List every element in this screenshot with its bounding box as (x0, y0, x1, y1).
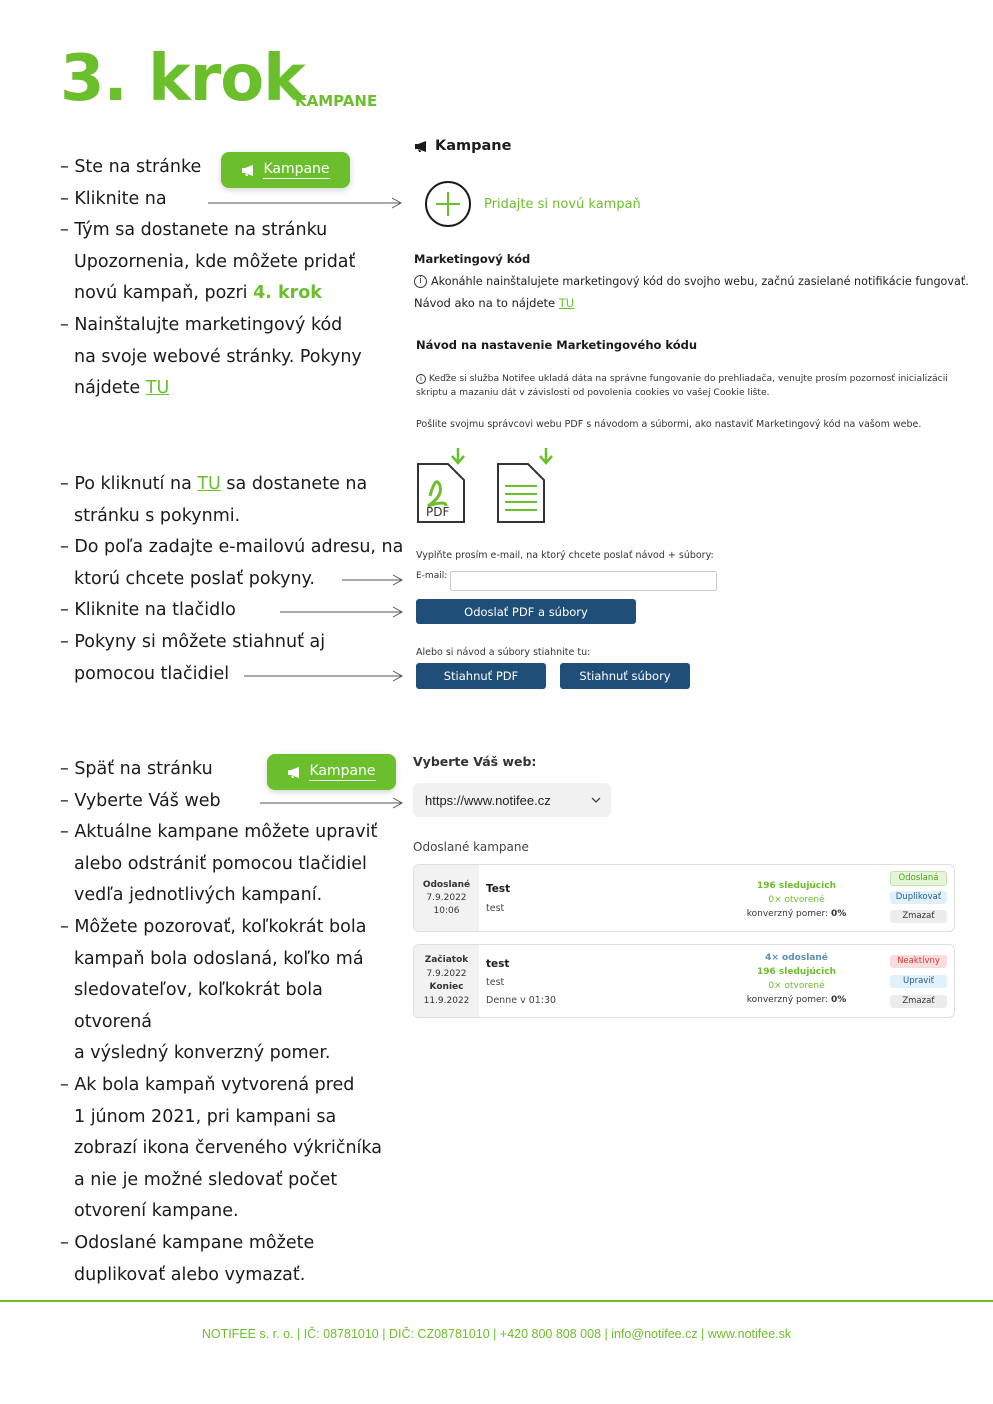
document-file-icon[interactable] (496, 446, 558, 526)
edit-button[interactable]: Upraviť (890, 975, 947, 988)
select-web-label: Vyberte Váš web: (413, 754, 537, 769)
campaign-card (413, 944, 955, 1018)
pdf-file-icon[interactable] (416, 446, 478, 526)
conversion-label: konverzný pomer: (746, 909, 831, 919)
info-icon: i (416, 374, 426, 384)
s2-line1-text: – Po kliknutí na (60, 474, 198, 494)
email-prompt: Vyplňte prosím e-mail, na ktorý chcete poslať návod + súbory: (416, 550, 714, 561)
web-select[interactable] (413, 783, 611, 817)
duplicate-button[interactable]: Duplikovať (890, 891, 947, 904)
campaign-name: Test (486, 883, 511, 895)
campaigns-screenshot (414, 138, 984, 318)
info-icon: i (414, 275, 427, 288)
s3-line3: – Aktuálne kampane môžete upraviť (60, 822, 378, 843)
followers-count: 196 sledujúcich (757, 881, 836, 891)
plus-circle-icon (424, 180, 472, 228)
delete-button[interactable]: Zmazať (890, 910, 947, 923)
marketing-code-info-text: Akonáhle nainštalujete marketingový kód do svojho webu, začnú zasielané notifikácie fungovať. (431, 275, 969, 288)
instructions-info (416, 372, 986, 400)
kampane-button-label: Kampane (263, 161, 330, 177)
arrow-icon (260, 796, 404, 810)
s1-line3: – Tým sa dostanete na stránku (60, 220, 328, 241)
start-date: 7.9.2022 (426, 968, 467, 979)
arrow-icon (342, 573, 404, 587)
add-campaign-button[interactable] (424, 180, 641, 228)
page-title: 3. krok (60, 42, 305, 116)
conversion-rate (734, 907, 859, 921)
s1-line5 (60, 278, 400, 310)
kampane-button[interactable] (221, 152, 350, 188)
conversion-value: 0% (830, 995, 847, 1005)
s2-line4: ktorú chcete poslať pokyny. (74, 568, 315, 589)
s2-line5: – Kliknite na tlačidlo (60, 600, 236, 621)
info-line2: skriptu a mazaniu dát v závislosti od povolenia cookies vo vašej Cookie lište. (416, 387, 770, 398)
add-campaign-label: Pridajte si novú kampaň (484, 196, 641, 212)
start-label: Začiatok (424, 955, 469, 965)
s1-line8 (60, 373, 400, 405)
s1-line6: – Nainštalujte marketingový kód (60, 314, 343, 335)
end-label: Koniec (429, 982, 464, 992)
instructions-screenshot (416, 338, 986, 698)
conversion-rate (734, 993, 859, 1007)
s1-line5-text: novú kampaň, pozri (74, 283, 254, 304)
campaign-stats (734, 879, 859, 921)
s3-line2: – Vyberte Váš web (60, 790, 221, 811)
s3-line11: 1 júnom 2021, pri kampani sa (74, 1106, 337, 1127)
s1-line2: – Kliknite na (60, 188, 167, 209)
instructions-title: Návod na nastavenie Marketingového kódu (416, 338, 698, 352)
kampane-button-label: Kampane (309, 763, 376, 779)
sent-label: Odoslané (422, 880, 471, 890)
arrow-icon (208, 196, 403, 210)
campaign-schedule: Denne v 01:30 (486, 995, 557, 1006)
footer-text: NOTIFEE s. r. o. | IČ: 08781010 | DIČ: CZ08781010 | +420 800 808 008 | info@notifee.cz | www.notifee.sk (201, 1327, 792, 1341)
conversion-label: konverzný pomer: (746, 995, 831, 1005)
opened-count: 0× otvorené (768, 981, 825, 991)
s2-line1 (60, 469, 405, 501)
s2-line6: – Pokyny si môžete stiahnuť aj (60, 631, 326, 652)
send-pdf-button[interactable]: Odoslať PDF a súbory (416, 599, 636, 624)
campaigns-heading-label: Kampane (435, 138, 512, 154)
sent-count: 4× odoslané (765, 953, 828, 963)
status-badge: Neaktívny (890, 955, 947, 968)
s3-line9: a výsledný konverzný pomer. (74, 1043, 331, 1064)
s2-line3: – Do poľa zadajte e-mailovú adresu, na (60, 537, 404, 558)
sent-campaigns-screenshot (413, 752, 958, 1032)
megaphone-icon (414, 140, 430, 153)
sent-campaigns-heading: Odoslané kampane (413, 840, 529, 854)
campaign-date-panel (414, 865, 479, 931)
s3-line10: – Ak bola kampaň vytvorená pred (60, 1074, 355, 1095)
campaign-stats (734, 951, 859, 1007)
campaign-card (413, 864, 955, 932)
sent-date: 7.9.2022 (426, 893, 467, 903)
campaign-desc: test (486, 977, 505, 988)
section1-steps (60, 152, 400, 405)
footer-divider (0, 1300, 993, 1302)
s2-line2: stránku s pokynmi. (74, 505, 241, 526)
pdf-label: PDF (426, 505, 450, 519)
s3-line16: duplikovať alebo vymazať. (74, 1264, 306, 1285)
chevron-down-icon (591, 797, 601, 803)
s3-line7: kampaň bola odoslaná, koľko má (74, 948, 364, 969)
campaign-desc: test (486, 903, 505, 914)
end-date: 11.9.2022 (423, 995, 470, 1006)
s3-line6: – Môžete pozorovať, koľkokrát bola (60, 916, 367, 937)
opened-count: 0× otvorené (768, 895, 825, 905)
conversion-value: 0% (830, 909, 847, 919)
followers-count: 196 sledujúcich (757, 967, 836, 977)
download-prompt: Alebo si návod a súbory stiahnite tu: (416, 647, 591, 658)
s3-line5: vedľa jednotlivých kampaní. (74, 885, 323, 906)
status-badge: Odoslaná (890, 871, 947, 886)
section3-steps (60, 754, 405, 1291)
s3-line8: sledovateľov, koľkokrát bola otvorená (74, 980, 323, 1032)
megaphone-icon (241, 164, 257, 177)
delete-button[interactable]: Zmazať (890, 995, 947, 1008)
howto-text: Návod ako na to nájdete (414, 296, 559, 310)
arrow-icon (280, 605, 404, 619)
s3-line12: zobrazí ikona červeného výkričníka (74, 1138, 382, 1159)
page-subtitle: KAMPANE (295, 92, 378, 110)
email-input[interactable] (450, 571, 717, 591)
s3-line1: – Späť na stránku (60, 759, 213, 779)
s2-line7: pomocou tlačidiel (74, 663, 230, 684)
download-files-button[interactable]: Stiahnuť súbory (560, 663, 690, 689)
step4-reference: 4. krok (253, 283, 322, 304)
campaign-name: test (486, 958, 510, 970)
s1-line1: – Ste na stránke (60, 157, 202, 177)
email-label: E-mail: (416, 571, 448, 581)
instructions-link[interactable]: TU (145, 378, 170, 399)
s1-line7: na svoje webové stránky. Pokyny (74, 346, 362, 367)
s3-line4: alebo odstrániť pomocou tlačidiel (74, 853, 367, 874)
info-line1: Keďže si služba Notifee ukladá dáta na správne fungovanie do prehliadača, venujte prosím pozornosť inicializácii (428, 373, 948, 384)
s3-line13: a nie je možné sledovať počet (74, 1169, 338, 1190)
web-select-value: https://www.notifee.cz (425, 792, 551, 808)
campaign-date-panel (414, 945, 479, 1017)
marketing-code-howto (414, 296, 574, 310)
s2-line1-text-end: sa dostanete na (220, 474, 368, 494)
download-pdf-button[interactable]: Stiahnuť PDF (416, 663, 546, 689)
campaigns-heading (414, 138, 511, 154)
howto-link[interactable]: TU (558, 296, 575, 310)
arrow-icon (244, 669, 404, 683)
kampane-button[interactable] (267, 754, 396, 790)
marketing-code-title: Marketingový kód (414, 252, 531, 266)
s3-line14: otvorení kampane. (74, 1201, 239, 1222)
megaphone-icon (287, 766, 303, 779)
sent-time: 10:06 (433, 906, 460, 916)
marketing-code-info (414, 275, 989, 288)
s1-line4: Upozornenia, kde môžete pridať (74, 251, 356, 272)
send-instructions-text: Pošlite svojmu správcovi webu PDF s návodom a súbormi, ako nastaviť Marketingový kód na vašom webe. (416, 419, 922, 430)
s1-line8-text: nájdete (74, 378, 146, 399)
s3-line15: – Odoslané kampane môžete (60, 1232, 315, 1253)
s2-tu-link[interactable]: TU (197, 474, 221, 494)
